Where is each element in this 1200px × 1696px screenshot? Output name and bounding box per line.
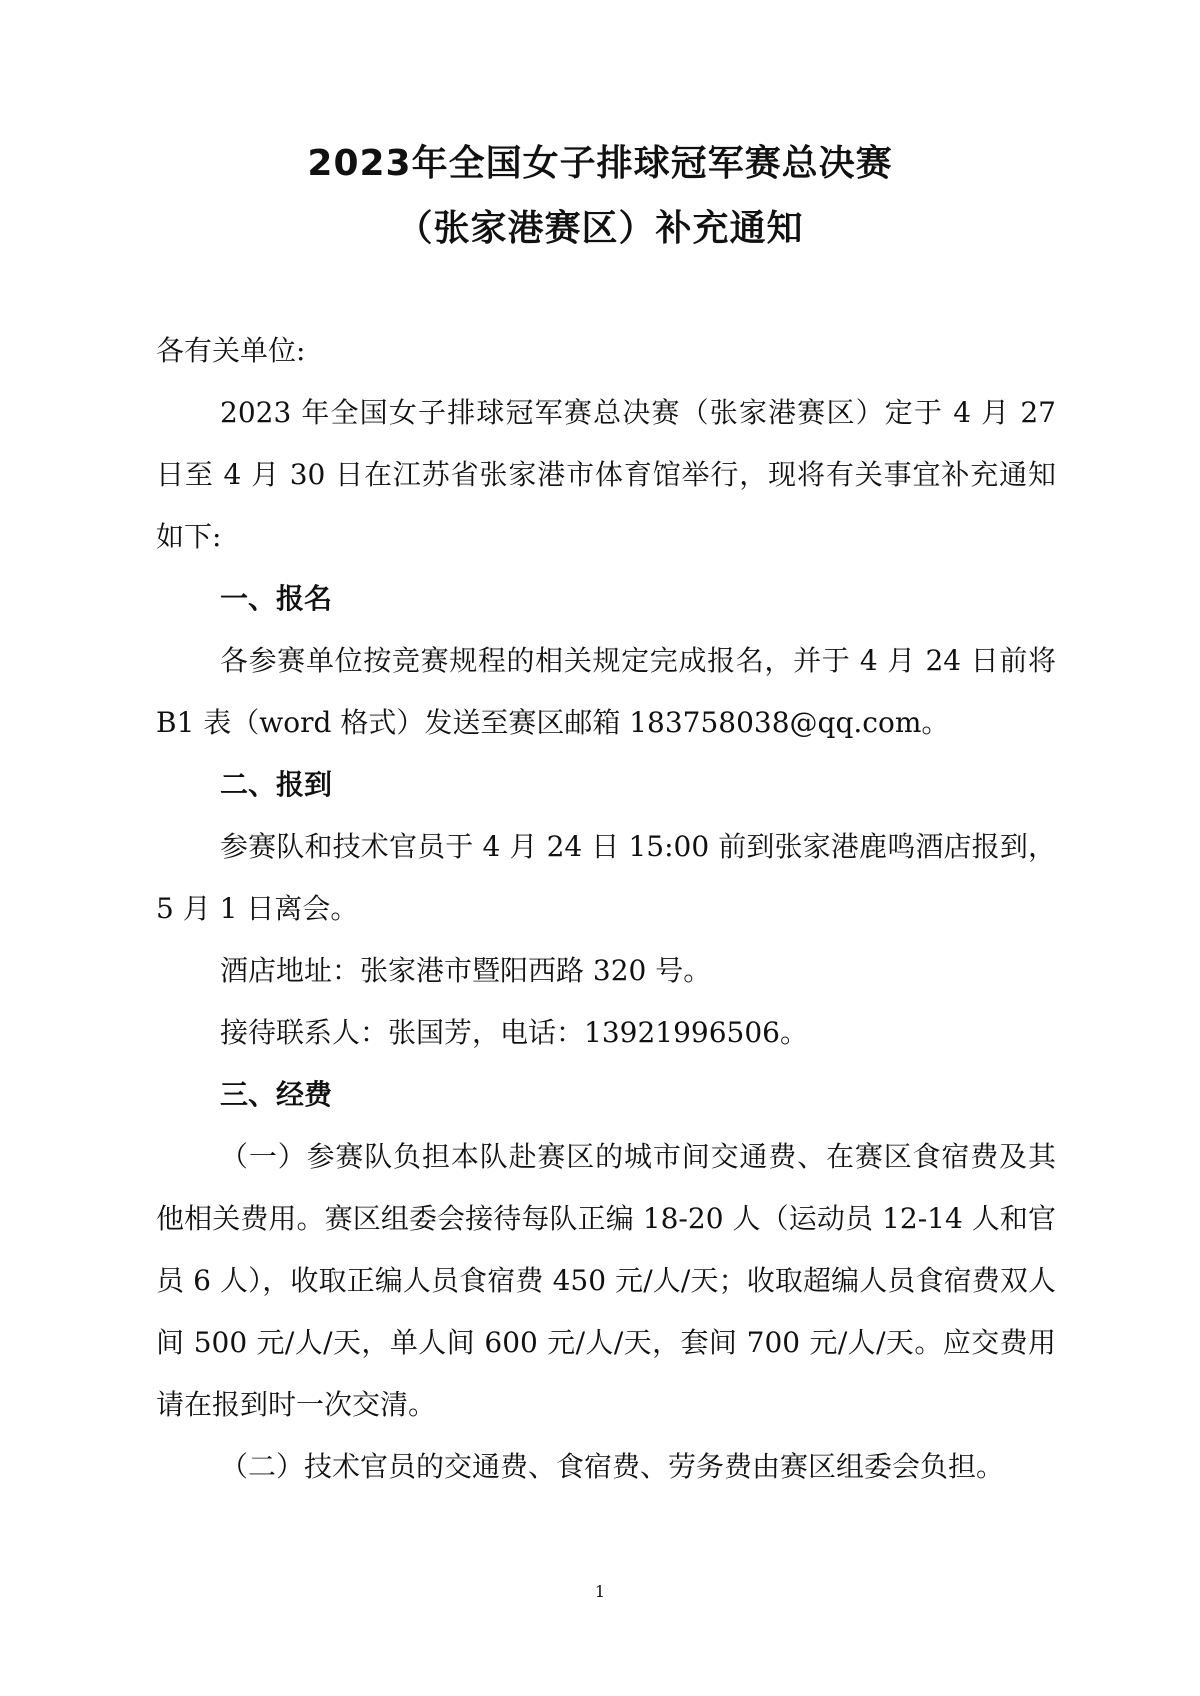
hotel-address: 酒店地址：张家港市暨阳西路 320 号。 [220, 954, 712, 987]
section-check-in [156, 754, 1056, 1064]
section-heading: 二、报到 [220, 768, 333, 801]
document-title-line1: 2023年全国女子排球冠军赛总决赛 [307, 143, 893, 184]
document-body [156, 320, 1056, 1498]
page-number: 1 [594, 1582, 606, 1601]
section-heading: 一、报名 [220, 582, 333, 615]
section-paragraph: （一）参赛队负担本队赴赛区的城市间交通费、在赛区食宿费及其他相关费用。赛区组委会接待每队正编 18-20 人（运动员 12-14 人和官员 6 人），收取正编人员食宿费 450 元/人/天；收取超编人员食宿费双人间 500 元/人/天，单人间 600 元/人/天，套间 700 元/人/天。应交费用请在报到时一次交清。 [156, 1140, 1056, 1421]
salutation: 各有关单位: [156, 334, 306, 367]
section-expenses [156, 1064, 1056, 1498]
section-paragraph: 各参赛单位按竞赛规程的相关规定完成报名，并于 4 月 24 日前将 B1 表（word 格式）发送至赛区邮箱 183758038@qq.com。 [156, 644, 1056, 739]
document-title-line2: （张家港赛区）补充通知 [396, 208, 804, 249]
section-paragraph: 参赛队和技术官员于 4 月 24 日 15:00 前到张家港鹿鸣酒店报到，5 月 1 日离会。 [156, 830, 1056, 925]
contact-person: 接待联系人：张国芳，电话：13921996506。 [220, 1016, 808, 1049]
section-registration [156, 568, 1056, 754]
section-paragraph: （二）技术官员的交通费、食宿费、劳务费由赛区组委会负担。 [220, 1450, 1005, 1483]
intro-paragraph: 2023 年全国女子排球冠军赛总决赛（张家港赛区）定于 4 月 27 日至 4 月 30 日在江苏省张家港市体育馆举行，现将有关事宜补充通知如下: [156, 396, 1056, 553]
section-heading: 三、经费 [220, 1078, 333, 1111]
